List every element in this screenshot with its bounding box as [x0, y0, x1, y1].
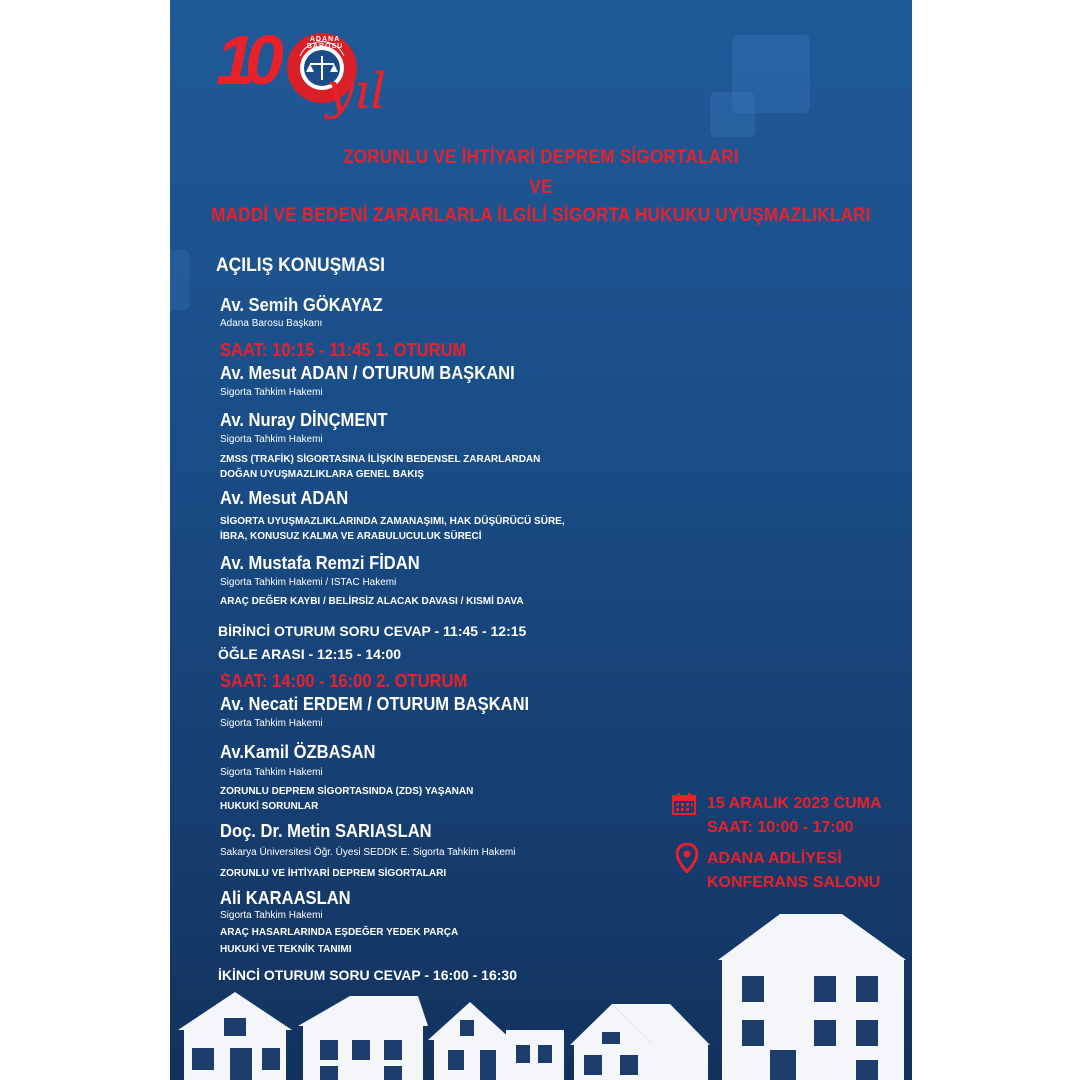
- venue-line-2: KONFERANS SALONU: [707, 874, 881, 891]
- calendar-icon: [672, 793, 696, 815]
- session1-chair-role: Sigorta Tahkim Hakemi: [220, 387, 323, 398]
- speaker-role: Sakarya Üniversitesi Öğr. Üyesi SEDDK E. Sigorta Tahkim Hakemi: [220, 847, 516, 858]
- speaker-topic: ARAÇ DEĞER KAYBI / BELİRSİZ ALACAK DAVASI / KISMİ DAVA: [220, 596, 524, 607]
- decorative-square: [170, 250, 190, 310]
- speaker-name: Av. Mustafa Remzi FİDAN: [220, 553, 420, 573]
- speaker-topic: DOĞAN UYUŞMAZLIKLARA GENEL BAKIŞ: [220, 469, 424, 480]
- speaker-topic: SİGORTA UYUŞMAZLIKLARINDA ZAMANAŞIMI, HAK DÜŞÜRÜCÜ SÜRE,: [220, 516, 565, 527]
- seal-text: ADANA BAROSU: [306, 36, 344, 50]
- session2-qa: İKİNCİ OTURUM SORU CEVAP - 16:00 - 16:30: [218, 967, 517, 983]
- speaker-role: Sigorta Tahkim Hakemi: [220, 910, 323, 921]
- speaker-name: Ali KARAASLAN: [220, 888, 351, 908]
- speaker-topic: ARAÇ HASARLARINDA EŞDEĞER YEDEK PARÇA: [220, 927, 459, 938]
- event-hours: SAAT: 10:00 - 17:00: [707, 819, 854, 836]
- speaker-role: Sigorta Tahkim Hakemi: [220, 767, 323, 778]
- speaker-topic: ZORUNLU VE İHTİYARİ DEPREM SİGORTALARI: [220, 868, 447, 879]
- session1-chair: Av. Mesut ADAN / OTURUM BAŞKANI: [220, 363, 515, 383]
- opening-speaker: Av. Semih GÖKAYAZ: [220, 295, 383, 315]
- session1-qa: BİRİNCİ OTURUM SORU CEVAP - 11:45 - 12:15: [218, 623, 527, 639]
- poster: [170, 0, 912, 1080]
- speaker-name: Doç. Dr. Metin SARIASLAN: [220, 821, 432, 841]
- speaker-name: Av. Nuray DİNÇMENT: [220, 410, 388, 430]
- opening-role: Adana Barosu Başkanı: [220, 318, 323, 329]
- houses-illustration: [170, 900, 912, 1080]
- title-line-3: MADDİ VE BEDENİ ZARARLARLA İLGİLİ SİGORTA HUKUKU UYUŞMAZLIKLARI: [211, 203, 871, 226]
- location-pin-icon: [676, 843, 698, 873]
- title-line-2: VE: [529, 175, 553, 198]
- logo: [216, 18, 416, 133]
- logo-number: 10: [216, 21, 274, 99]
- session1-time: SAAT: 10:15 - 11:45 1. OTURUM: [220, 340, 467, 360]
- speaker-topic: ZORUNLU DEPREM SİGORTASINDA (ZDS) YAŞANAN: [220, 786, 474, 797]
- lunch-break: ÖĞLE ARASI - 12:15 - 14:00: [218, 646, 402, 662]
- logo-word: yıl: [326, 62, 387, 120]
- speaker-topic: İBRA, KONUSUZ KALMA VE ARABULUCULUK SÜRECİ: [220, 531, 482, 542]
- speaker-topic: HUKUKİ VE TEKNİK TANIMI: [220, 944, 352, 955]
- speaker-role: Sigorta Tahkim Hakemi / ISTAC Hakemi: [220, 577, 397, 588]
- speaker-role: Sigorta Tahkim Hakemi: [220, 434, 323, 445]
- decorative-square: [710, 92, 755, 137]
- speaker-name: Av. Mesut ADAN: [220, 488, 349, 508]
- event-date: 15 ARALIK 2023 CUMA: [707, 795, 882, 812]
- title-line-1: ZORUNLU VE İHTİYARİ DEPREM SİGORTALARI: [343, 145, 739, 168]
- speaker-topic: ZMSS (TRAFİK) SİGORTASINA İLİŞKİN BEDENSEL ZARARLARDAN: [220, 454, 541, 465]
- opening-heading: AÇILIŞ KONUŞMASI: [216, 255, 385, 276]
- speaker-name: Av.Kamil ÖZBASAN: [220, 742, 376, 762]
- speaker-topic: HUKUKİ SORUNLAR: [220, 801, 319, 812]
- session2-chair-role: Sigorta Tahkim Hakemi: [220, 718, 323, 729]
- session2-time: SAAT: 14:00 - 16:00 2. OTURUM: [220, 671, 468, 691]
- venue-line-1: ADANA ADLİYESİ: [707, 850, 842, 867]
- session2-chair: Av. Necati ERDEM / OTURUM BAŞKANI: [220, 694, 530, 714]
